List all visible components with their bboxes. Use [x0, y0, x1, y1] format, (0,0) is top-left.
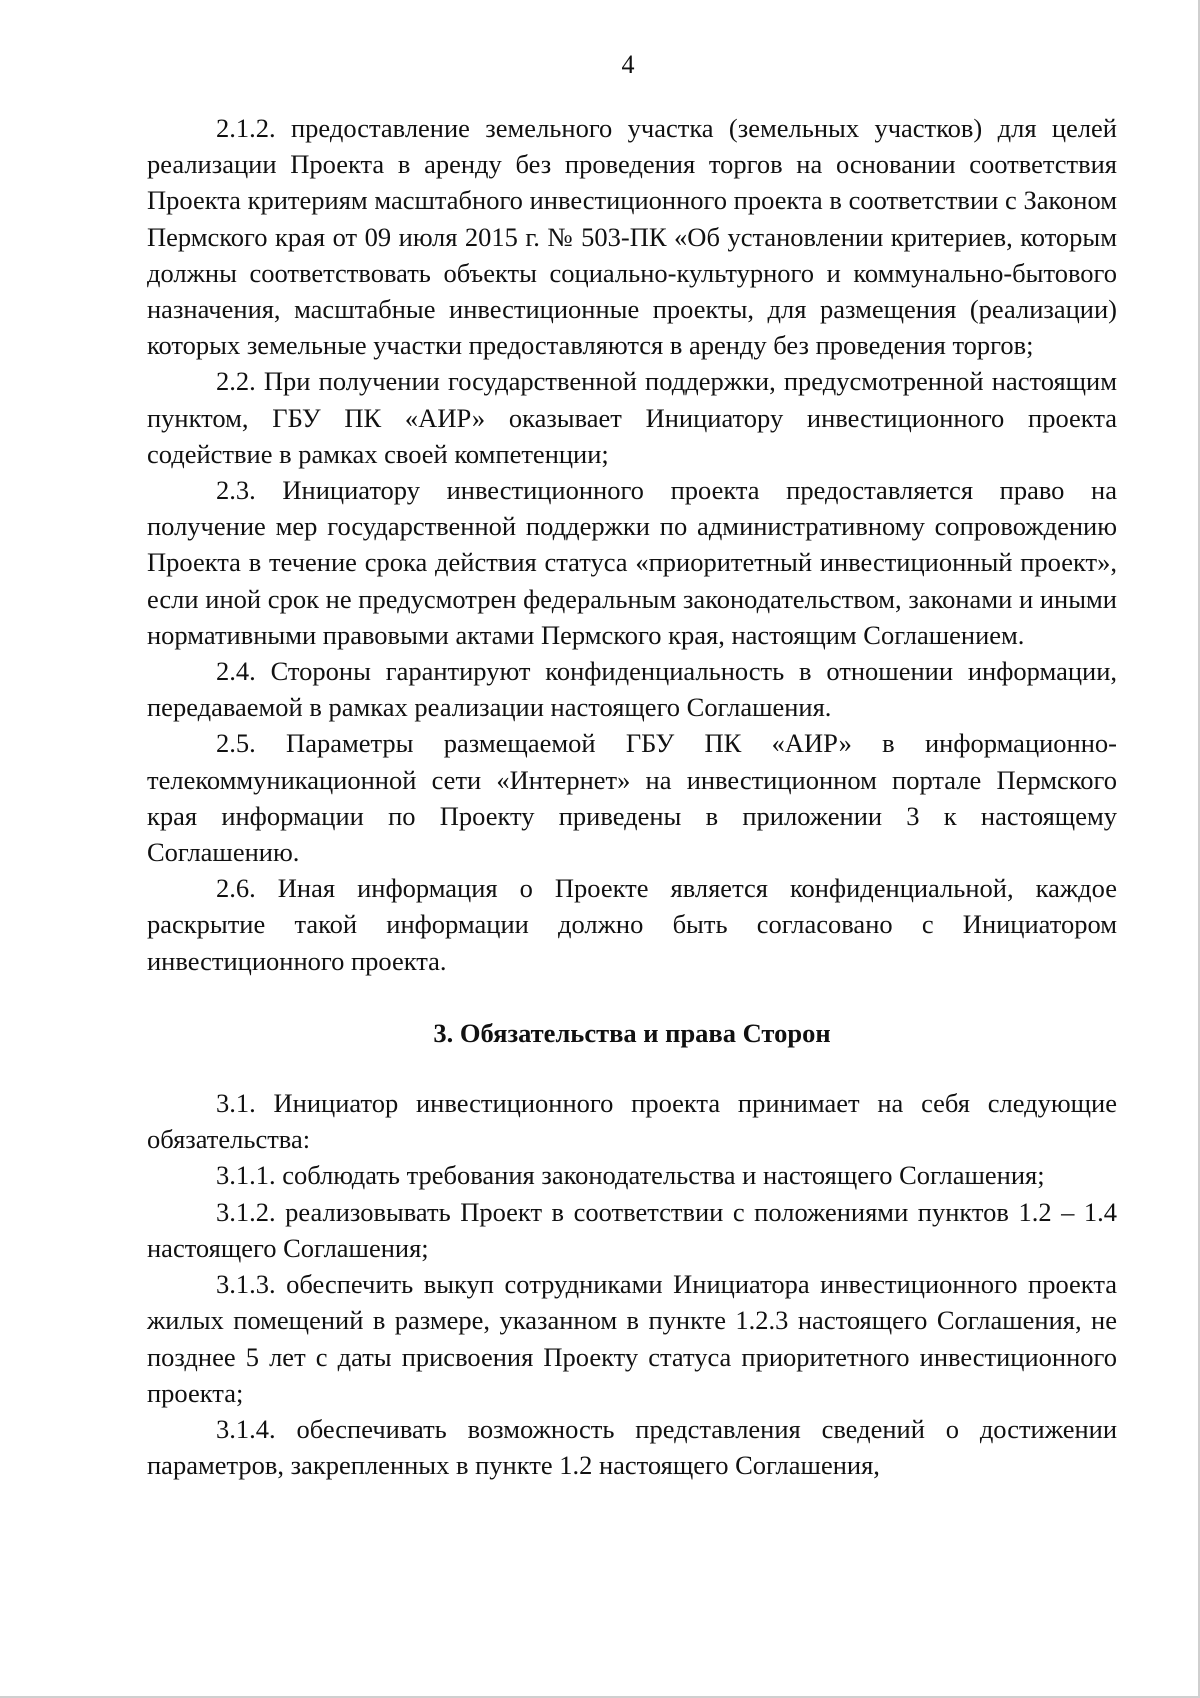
- paragraph-3-1-2: 3.1.2. реализовывать Проект в соответствии с положениями пунктов 1.2 – 1.4 настоящего Соглашения;: [147, 1196, 1117, 1263]
- paragraph-3-1-3: 3.1.3. обеспечить выкуп сотрудниками Инициатора инвестиционного проекта жилых помещений в размере, указанном в пункте 1.2.3 настоящего Соглашения, не позднее 5 лет с даты присвоения Проекту статуса приоритетного инвестиционного проекта;: [147, 1269, 1117, 1408]
- paragraph-3-1-4: 3.1.4. обеспечивать возможность представления сведений о достижении параметров, закрепленных в пункте 1.2 настоящего Соглашения,: [147, 1413, 1117, 1481]
- page-number: 4: [621, 50, 635, 79]
- paragraph-2-4: 2.4. Стороны гарантируют конфиденциальность в отношении информации, передаваемой в рамках реализации настоящего Соглашения.: [147, 656, 1117, 723]
- paragraph-2-1-2: 2.1.2. предоставление земельного участка (земельных участков) для целей реализации Проекта в аренду без проведения торгов на основании соответствия Проекта критериям масштабного инвестиционного проекта в соответствии с Законом Пермского края от 09 июля 2015 г. № 503-ПК «Об установлении критериев, которым должны соответствовать объекты социально-культурного и коммунально-бытового назначения, масштабные инвестиционные проекты, для размещения (реализации) которых земельные участки предоставляются в аренду без проведения торгов;: [147, 113, 1117, 361]
- paragraph-2-2: 2.2. При получении государственной поддержки, предусмотренной настоящим пунктом, ГБУ ПК «АИР» оказывает Инициатору инвестиционного проекта содействие в рамках своей компетенции;: [147, 366, 1117, 469]
- paragraph-2-3: 2.3. Инициатору инвестиционного проекта предоставляется право на получение мер государственной поддержки по административному сопровождению Проекта в течение срока действия статуса «приоритетный инвестиционный проект», если иной срок не предусмотрен федеральным законодательством, законами и иными нормативными правовыми актами Пермского края, настоящим Соглашением.: [147, 475, 1117, 650]
- section-heading: 3. Обязательства и права Сторон: [433, 1017, 831, 1048]
- paragraph-3-1: 3.1. Инициатор инвестиционного проекта принимает на себя следующие обязательства:: [147, 1088, 1117, 1155]
- paragraph-2-5: 2.5. Параметры размещаемой ГБУ ПК «АИР» в информационно-телекоммуникационной сети «Интернет» на инвестиционном портале Пермского края информации по Проекту приведены в приложении 3 к настоящему Соглашению.: [147, 728, 1117, 868]
- paragraph-3-1-1: 3.1.1. соблюдать требования законодательства и настоящего Соглашения;: [216, 1160, 1045, 1191]
- paragraph-2-6: 2.6. Иная информация о Проекте является конфиденциальной, каждое раскрытие такой информации должно быть согласовано с Инициатором инвестиционного проекта.: [147, 873, 1117, 976]
- document-body: [147, 110, 1117, 1483]
